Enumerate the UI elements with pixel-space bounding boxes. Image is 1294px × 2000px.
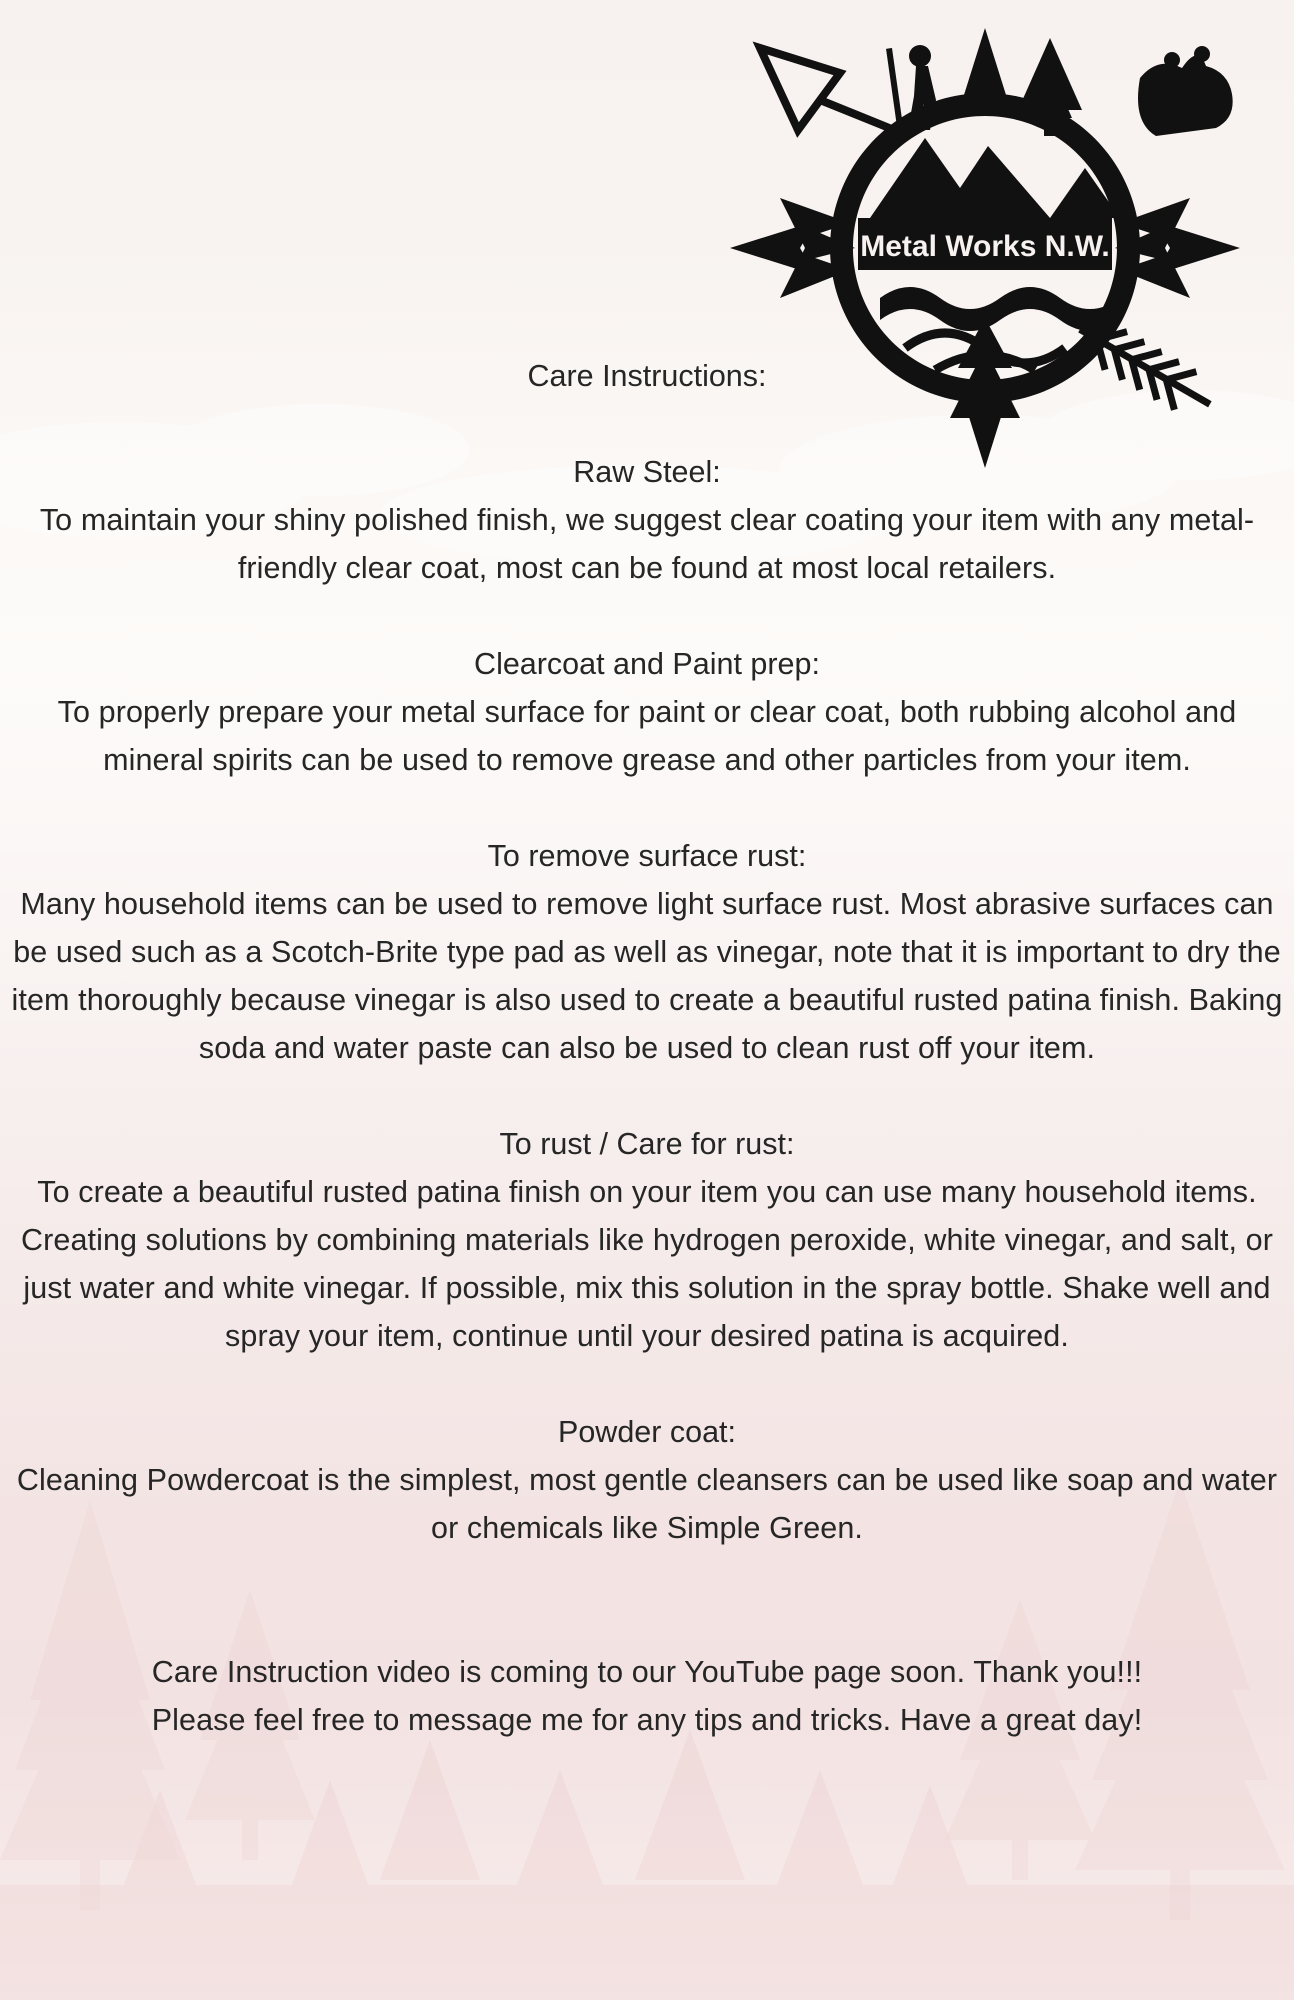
- section-heading: To rust / Care for rust:: [499, 1127, 795, 1161]
- footer-line-1: Care Instruction video is coming to our YouTube page soon. Thank you!!!: [151, 1655, 1143, 1689]
- section-heading: Raw Steel:: [573, 455, 721, 489]
- section-body: Many household items can be used to remove light surface rust. Most abrasive surfaces can be used such as a Scotch-Brite type pad as well as vinegar, note that it is important to dry the item thoroughly because vinegar is also used to create a beautiful rusted patina finish. Baking soda and water paste can also be used to clean rust off your item.: [11, 887, 1283, 1065]
- section-heading: Powder coat:: [557, 1415, 736, 1449]
- logo-brand-text: Metal Works N.W.: [860, 230, 1110, 263]
- section-body: To maintain your shiny polished finish, we suggest clear coating your item with any metal-friendly clear coat, most can be found at most local retailers.: [39, 503, 1255, 585]
- section-body: To properly prepare your metal surface for paint or clear coat, both rubbing alcohol and mineral spirits can be used to remove grease and other particles from your item.: [57, 695, 1237, 777]
- section-body: Cleaning Powdercoat is the simplest, most gentle cleansers can be used like soap and water or chemicals like Simple Green.: [16, 1463, 1278, 1545]
- section-heading: Clearcoat and Paint prep:: [474, 647, 820, 681]
- section-to-rust-care-for-rust: [0, 1120, 1294, 1360]
- footer-line-2: Please feel free to message me for any tips and tricks. Have a great day!: [151, 1703, 1143, 1737]
- section-clearcoat-paint-prep: [0, 640, 1294, 784]
- section-powder-coat: [0, 1408, 1294, 1552]
- section-raw-steel: [0, 448, 1294, 592]
- page-title: Care Instructions:: [527, 359, 767, 393]
- section-heading: To remove surface rust:: [487, 839, 807, 873]
- section-body: To create a beautiful rusted patina finish on your item you can use many household items. Creating solutions by combining materials like hydrogen peroxide, white vinegar, and salt, or just water and white vinegar. If possible, mix this solution in the spray bottle. Shake well and spray your item, continue until your desired patina is acquired.: [21, 1175, 1273, 1353]
- section-remove-surface-rust: [0, 832, 1294, 1072]
- footer-note: [0, 1648, 1294, 1744]
